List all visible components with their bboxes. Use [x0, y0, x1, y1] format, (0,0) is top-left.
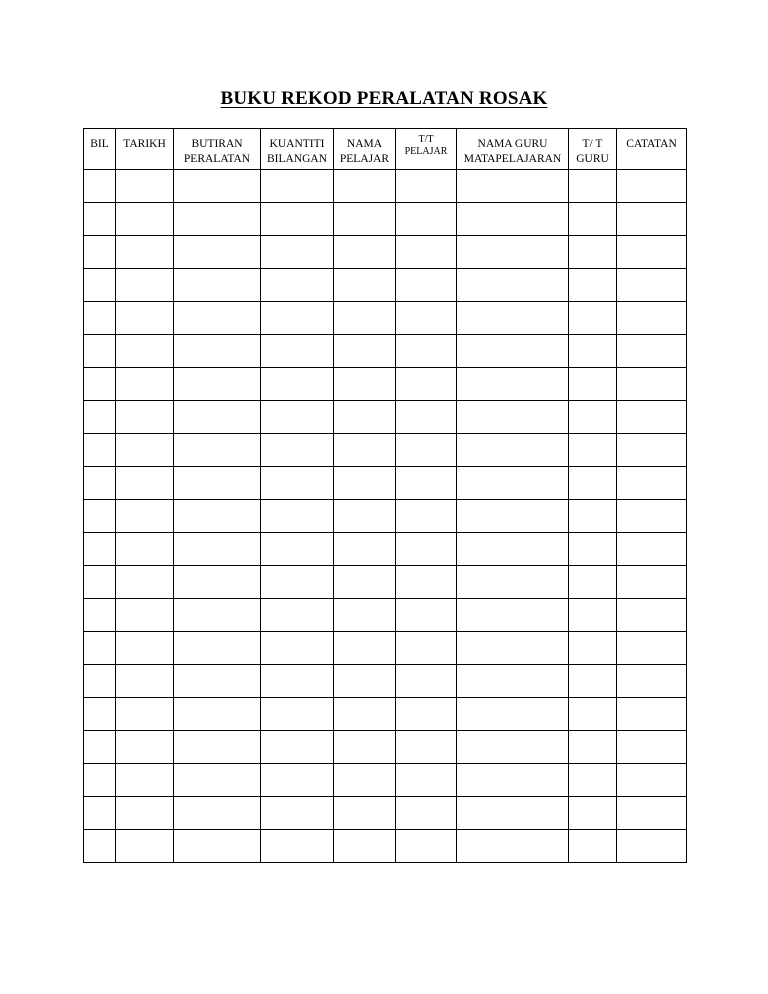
- table-cell: [334, 302, 396, 335]
- table-cell: [261, 203, 334, 236]
- table-cell: [617, 764, 687, 797]
- table-row: [84, 797, 687, 830]
- table-cell: [116, 434, 174, 467]
- table-cell: [569, 203, 617, 236]
- table-cell: [261, 269, 334, 302]
- table-cell: [569, 335, 617, 368]
- table-row: [84, 830, 687, 863]
- table-row: [84, 599, 687, 632]
- table-cell: [174, 764, 261, 797]
- table-cell: [569, 269, 617, 302]
- table-row: [84, 302, 687, 335]
- table-cell: [396, 797, 457, 830]
- table-header-row: [84, 129, 687, 170]
- table-cell: [396, 533, 457, 566]
- table-cell: [116, 335, 174, 368]
- table-cell: [569, 731, 617, 764]
- table-cell: [396, 269, 457, 302]
- table-cell: [569, 632, 617, 665]
- table-cell: [174, 401, 261, 434]
- table-cell: [617, 665, 687, 698]
- table-cell: [569, 764, 617, 797]
- table-cell: [116, 797, 174, 830]
- table-row: [84, 368, 687, 401]
- table-cell: [84, 401, 116, 434]
- table-cell: [396, 203, 457, 236]
- page-title: [0, 88, 768, 110]
- table-cell: [174, 203, 261, 236]
- table-cell: [334, 368, 396, 401]
- table-cell: [457, 335, 569, 368]
- table-cell: [84, 203, 116, 236]
- table-cell: [396, 170, 457, 203]
- table-cell: [261, 401, 334, 434]
- table-cell: [457, 434, 569, 467]
- table-cell: [457, 797, 569, 830]
- table-cell: [261, 566, 334, 599]
- table-cell: [396, 302, 457, 335]
- table-cell: [396, 368, 457, 401]
- table-cell: [396, 830, 457, 863]
- table-cell: [84, 830, 116, 863]
- table-cell: [174, 632, 261, 665]
- table-cell: [261, 731, 334, 764]
- table-row: [84, 467, 687, 500]
- table-cell: [569, 566, 617, 599]
- table-cell: [396, 236, 457, 269]
- table-cell: [569, 830, 617, 863]
- table-cell: [116, 698, 174, 731]
- table-cell: [84, 698, 116, 731]
- table-cell: [617, 467, 687, 500]
- table-cell: [457, 236, 569, 269]
- table-cell: [84, 500, 116, 533]
- table-cell: [617, 698, 687, 731]
- table-cell: [261, 236, 334, 269]
- table-cell: [261, 170, 334, 203]
- table-row: [84, 698, 687, 731]
- header-catatan: CATATAN: [617, 129, 687, 170]
- table-cell: [174, 599, 261, 632]
- table-cell: [396, 632, 457, 665]
- table-cell: [84, 731, 116, 764]
- table-cell: [569, 665, 617, 698]
- table-row: [84, 764, 687, 797]
- table-cell: [457, 500, 569, 533]
- header-nama-pelajar: NAMA PELAJAR: [334, 129, 396, 170]
- table-cell: [174, 335, 261, 368]
- table-row: [84, 566, 687, 599]
- table-cell: [261, 500, 334, 533]
- table-cell: [396, 401, 457, 434]
- table-cell: [116, 566, 174, 599]
- table-cell: [457, 368, 569, 401]
- table-cell: [334, 467, 396, 500]
- table-cell: [84, 764, 116, 797]
- table-cell: [84, 599, 116, 632]
- table-cell: [174, 170, 261, 203]
- table-cell: [617, 401, 687, 434]
- table-cell: [396, 665, 457, 698]
- table-cell: [617, 566, 687, 599]
- table-cell: [84, 335, 116, 368]
- table-cell: [396, 566, 457, 599]
- table-cell: [569, 797, 617, 830]
- table-cell: [617, 302, 687, 335]
- table-cell: [174, 467, 261, 500]
- table-cell: [261, 434, 334, 467]
- table-cell: [396, 764, 457, 797]
- table-cell: [457, 698, 569, 731]
- table-cell: [334, 236, 396, 269]
- table-cell: [174, 368, 261, 401]
- table-cell: [569, 170, 617, 203]
- table-cell: [457, 566, 569, 599]
- table-cell: [617, 434, 687, 467]
- table-row: [84, 236, 687, 269]
- table-cell: [116, 269, 174, 302]
- table-cell: [334, 764, 396, 797]
- table-cell: [174, 698, 261, 731]
- table-cell: [617, 797, 687, 830]
- table-cell: [174, 665, 261, 698]
- table-cell: [261, 368, 334, 401]
- table-cell: [334, 698, 396, 731]
- table-cell: [116, 533, 174, 566]
- table-cell: [396, 731, 457, 764]
- table-cell: [457, 533, 569, 566]
- table-row: [84, 203, 687, 236]
- table-cell: [116, 401, 174, 434]
- table-cell: [261, 335, 334, 368]
- table-row: [84, 500, 687, 533]
- table-cell: [396, 698, 457, 731]
- table-cell: [261, 632, 334, 665]
- table-cell: [457, 665, 569, 698]
- table-cell: [334, 203, 396, 236]
- table-cell: [457, 401, 569, 434]
- table-cell: [334, 434, 396, 467]
- table-cell: [569, 500, 617, 533]
- table-cell: [396, 500, 457, 533]
- table-cell: [174, 434, 261, 467]
- table-cell: [569, 533, 617, 566]
- table-cell: [116, 830, 174, 863]
- table-cell: [457, 599, 569, 632]
- table-cell: [334, 401, 396, 434]
- table-cell: [174, 830, 261, 863]
- table-cell: [116, 203, 174, 236]
- table-cell: [569, 698, 617, 731]
- table-cell: [261, 599, 334, 632]
- table-cell: [116, 632, 174, 665]
- table-cell: [617, 599, 687, 632]
- header-tt-pelajar: T/T PELAJAR: [396, 129, 457, 170]
- table-cell: [116, 302, 174, 335]
- table-cell: [174, 797, 261, 830]
- table-cell: [334, 500, 396, 533]
- table-cell: [84, 665, 116, 698]
- table-cell: [261, 830, 334, 863]
- header-tarikh: TARIKH: [116, 129, 174, 170]
- table-cell: [261, 467, 334, 500]
- table-cell: [84, 236, 116, 269]
- table-cell: [84, 467, 116, 500]
- table-cell: [457, 203, 569, 236]
- table-row: [84, 170, 687, 203]
- table-cell: [569, 368, 617, 401]
- table-cell: [617, 533, 687, 566]
- table-cell: [261, 764, 334, 797]
- header-kuantiti-bilangan: KUANTITI BILANGAN: [261, 129, 334, 170]
- table-cell: [569, 236, 617, 269]
- table-cell: [84, 797, 116, 830]
- table-cell: [617, 203, 687, 236]
- table-row: [84, 665, 687, 698]
- table-cell: [457, 302, 569, 335]
- table-cell: [174, 302, 261, 335]
- table-row: [84, 401, 687, 434]
- table-cell: [334, 269, 396, 302]
- table-cell: [457, 830, 569, 863]
- table-cell: [116, 236, 174, 269]
- header-butiran-peralatan: BUTIRAN PERALATAN: [174, 129, 261, 170]
- table-cell: [116, 467, 174, 500]
- table-cell: [617, 269, 687, 302]
- table-cell: [116, 665, 174, 698]
- table-row: [84, 731, 687, 764]
- table-cell: [84, 632, 116, 665]
- table-row: [84, 335, 687, 368]
- table-cell: [334, 830, 396, 863]
- table-cell: [334, 335, 396, 368]
- table-cell: [396, 599, 457, 632]
- table-cell: [569, 467, 617, 500]
- table-cell: [116, 731, 174, 764]
- table-cell: [334, 599, 396, 632]
- table-cell: [116, 599, 174, 632]
- table-cell: [334, 665, 396, 698]
- table-row: [84, 434, 687, 467]
- table-cell: [617, 731, 687, 764]
- table-cell: [334, 170, 396, 203]
- table-cell: [396, 335, 457, 368]
- table-cell: [174, 533, 261, 566]
- table-cell: [396, 467, 457, 500]
- table-cell: [334, 632, 396, 665]
- table-cell: [261, 533, 334, 566]
- table-cell: [457, 269, 569, 302]
- table-cell: [261, 302, 334, 335]
- table-cell: [617, 170, 687, 203]
- table-cell: [84, 368, 116, 401]
- table-cell: [617, 236, 687, 269]
- table-cell: [116, 764, 174, 797]
- table-body: [84, 170, 687, 863]
- table-cell: [569, 401, 617, 434]
- header-nama-guru-matapelajaran: NAMA GURU MATAPELAJARAN: [457, 129, 569, 170]
- table-cell: [261, 797, 334, 830]
- table-cell: [174, 269, 261, 302]
- record-table: [83, 128, 687, 863]
- table-cell: [569, 599, 617, 632]
- table-cell: [334, 566, 396, 599]
- table-cell: [84, 434, 116, 467]
- table-cell: [457, 170, 569, 203]
- table-cell: [457, 632, 569, 665]
- table-cell: [174, 566, 261, 599]
- table-cell: [84, 533, 116, 566]
- table-row: [84, 632, 687, 665]
- table-cell: [457, 764, 569, 797]
- table-cell: [617, 830, 687, 863]
- page-title-text: BUKU REKOD PERALATAN ROSAK: [220, 88, 548, 109]
- table-cell: [174, 500, 261, 533]
- table-cell: [457, 467, 569, 500]
- table-cell: [334, 533, 396, 566]
- table-cell: [174, 236, 261, 269]
- table-cell: [617, 368, 687, 401]
- table-cell: [261, 698, 334, 731]
- table-cell: [84, 269, 116, 302]
- table-cell: [334, 731, 396, 764]
- table-cell: [457, 731, 569, 764]
- table-cell: [116, 170, 174, 203]
- table-row: [84, 533, 687, 566]
- table-cell: [617, 500, 687, 533]
- table-cell: [334, 797, 396, 830]
- table-cell: [84, 302, 116, 335]
- table-cell: [617, 335, 687, 368]
- header-bil: BIL: [84, 129, 116, 170]
- table-row: [84, 269, 687, 302]
- table-cell: [569, 302, 617, 335]
- table-cell: [116, 368, 174, 401]
- table-cell: [174, 731, 261, 764]
- table-cell: [84, 170, 116, 203]
- table-cell: [617, 632, 687, 665]
- table-cell: [396, 434, 457, 467]
- table-cell: [569, 434, 617, 467]
- table-cell: [84, 566, 116, 599]
- header-tt-guru: T/ T GURU: [569, 129, 617, 170]
- table-cell: [116, 500, 174, 533]
- table-cell: [261, 665, 334, 698]
